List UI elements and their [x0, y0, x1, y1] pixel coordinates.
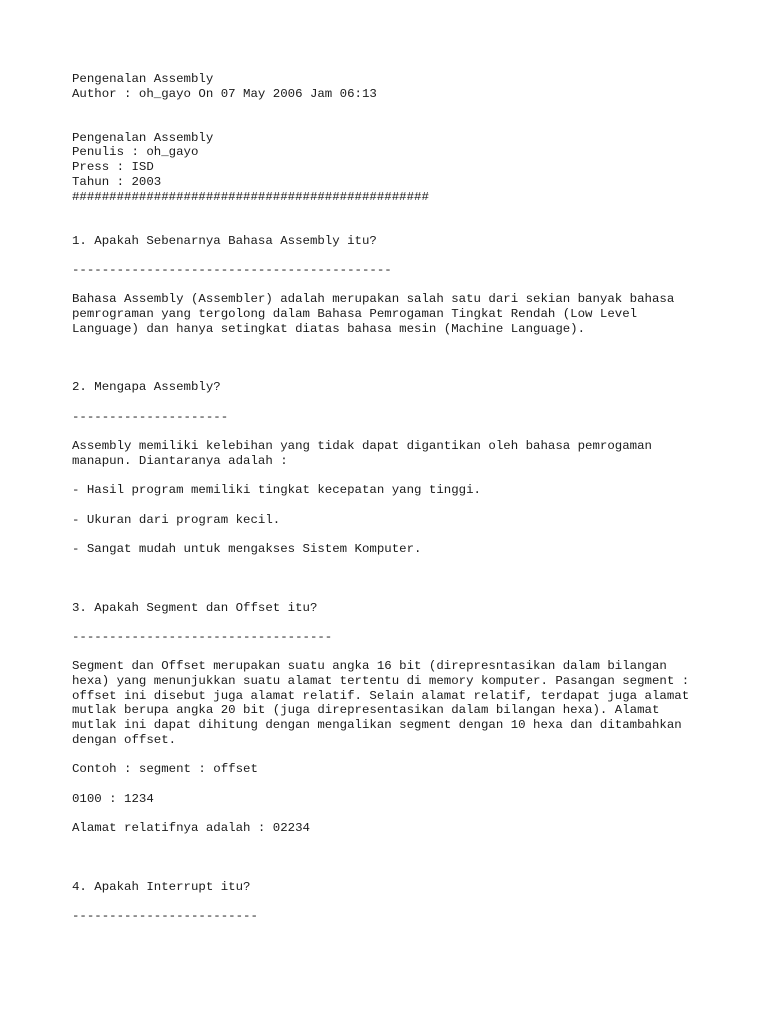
- document-page: [72, 72, 732, 924]
- section-3-rule: -----------------------------------: [72, 630, 333, 645]
- section-1-text-line: Language) dan hanya setingkat diatas bahasa mesin (Machine Language).: [72, 321, 586, 336]
- section-2-bullet: - Ukuran dari program kecil.: [72, 512, 281, 527]
- section-1-text-line: pemrograman yang tergolong dalam Bahasa Pemrogaman Tingkat Rendah (Low Level: [72, 307, 638, 322]
- author-line: Author : oh_gayo On 07 May 2006 Jam 06:13: [72, 86, 377, 101]
- section-3-contoh: Contoh : segment : offset: [72, 762, 258, 777]
- section-2-heading: 2. Mengapa Assembly?: [72, 380, 221, 395]
- doc-title: Pengenalan Assembly: [72, 72, 214, 86]
- section-2-bullet: - Hasil program memiliki tingkat kecepatan yang tinggi.: [72, 483, 481, 498]
- section-2-bullet: - Sangat mudah untuk mengakses Sistem Komputer.: [72, 541, 422, 556]
- info-penulis: Penulis : oh_gayo: [72, 145, 199, 160]
- info-tahun: Tahun : 2003: [72, 174, 162, 189]
- section-3-text-line: hexa) yang menunjukkan suatu alamat tertentu di memory komputer. Pasangan segment :: [72, 674, 690, 689]
- section-1-text-line: Bahasa Assembly (Assembler) adalah merupakan salah satu dari sekian banyak bahasa: [72, 292, 675, 307]
- section-3-heading: 3. Apakah Segment dan Offset itu?: [72, 600, 318, 615]
- section-2-text-line: Assembly memiliki kelebihan yang tidak dapat digantikan oleh bahasa pemrogaman: [72, 439, 652, 454]
- section-3-text-line: mutlak berupa angka 20 bit (juga direpresentasikan dalam bilangan hexa). Alamat: [72, 703, 660, 718]
- section-3-example: 0100 : 1234: [72, 791, 154, 806]
- section-1-heading: 1. Apakah Sebenarnya Bahasa Assembly itu?: [72, 233, 377, 248]
- section-4-rule: -------------------------: [72, 909, 258, 924]
- section-3-text-line: dengan offset.: [72, 732, 177, 747]
- section-3-text-line: offset ini disebut juga alamat relatif. Selain alamat relatif, terdapat juga alamat: [72, 688, 690, 703]
- section-3-text-line: mutlak ini dapat dihitung dengan mengalikan segment dengan 10 hexa dan ditambahkan: [72, 718, 682, 733]
- section-3-alamat: Alamat relatifnya adalah : 02234: [72, 820, 310, 835]
- hash-separator: ################################################: [72, 189, 429, 204]
- section-4-heading: 4. Apakah Interrupt itu?: [72, 879, 251, 894]
- section-2-text-line: manapun. Diantaranya adalah :: [72, 453, 288, 468]
- info-press: Press : ISD: [72, 160, 154, 175]
- info-title: Pengenalan Assembly: [72, 130, 214, 145]
- section-3-text-line: Segment dan Offset merupakan suatu angka 16 bit (direpresntasikan dalam bilangan: [72, 659, 667, 674]
- section-2-rule: ---------------------: [72, 409, 229, 424]
- section-1-rule: -------------------------------------------: [72, 262, 392, 277]
